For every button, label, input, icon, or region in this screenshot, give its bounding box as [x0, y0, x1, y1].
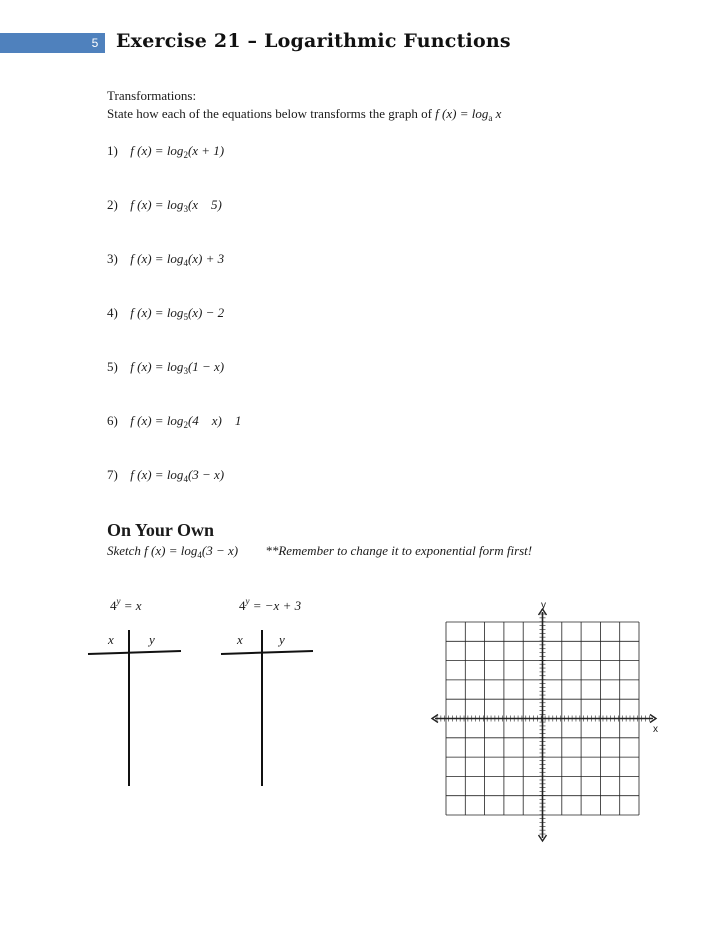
problem-base: 4 [183, 474, 188, 484]
base-function-sub: a [488, 113, 493, 123]
problem-number: 6) [107, 413, 118, 428]
problem-lhs: f (x) = log [130, 143, 184, 158]
intro-instruction: State how each of the equations below transforms the graph of [107, 106, 432, 121]
eq-base: 4 [110, 598, 117, 613]
problem-rhs: (4 x) 1 [187, 413, 242, 428]
page-number: 5 [91, 36, 99, 50]
problem-base: 5 [183, 312, 188, 322]
sketch-rhs: (3 − x) [201, 543, 239, 558]
problem-lhs: f (x) = log [130, 359, 184, 374]
problem-lhs: f (x) = log [130, 197, 184, 212]
section-title-on-your-own: On Your Own [107, 520, 215, 540]
eq-base: 4 [239, 598, 246, 613]
problem-rhs: (3 − x) [187, 467, 225, 482]
sketch-prefix: Sketch f (x) = log [107, 543, 198, 558]
problem-rhs: (x 5) [187, 197, 222, 212]
problem-number: 5) [107, 359, 118, 374]
problem-lhs: f (x) = log [130, 305, 184, 320]
y-axis-label: y [541, 600, 546, 611]
base-function-rhs: x [492, 106, 502, 121]
intro-heading: Transformations: [107, 88, 197, 103]
base-function-lhs: f (x) = log [435, 106, 489, 121]
eq-rhs: = x [120, 598, 142, 613]
problem-number: 7) [107, 467, 118, 482]
problem-number: 3) [107, 251, 118, 266]
sketch-base: 4 [197, 550, 202, 560]
problem-lhs: f (x) = log [130, 467, 184, 482]
problem-rhs: (x + 1) [187, 143, 225, 158]
sketch-note: **Remember to change it to exponential form first! [265, 543, 533, 558]
problem-lhs: f (x) = log [130, 251, 184, 266]
problem-number: 4) [107, 305, 118, 320]
table-1-col-y: y [149, 632, 155, 647]
problem-base: 2 [183, 150, 188, 160]
eq-exponent: y [116, 596, 121, 606]
table-2-col-y: y [279, 632, 285, 647]
problem-rhs: (x) − 2 [187, 305, 225, 320]
problem-number: 1) [107, 143, 118, 158]
problem-base: 3 [183, 204, 188, 214]
eq-rhs: = −x + 3 [249, 598, 302, 613]
problem-rhs: (1 − x) [187, 359, 225, 374]
problem-base: 2 [183, 420, 188, 430]
problem-base: 3 [183, 366, 188, 376]
table-2-col-x: x [237, 632, 243, 647]
problem-rhs: (x) + 3 [187, 251, 225, 266]
x-axis-label: x [653, 724, 658, 735]
table-1-col-x: x [108, 632, 114, 647]
problem-lhs: f (x) = log [130, 413, 184, 428]
page-title: Exercise 21 – Logarithmic Functions [116, 30, 511, 52]
eq-exponent: y [245, 596, 250, 606]
problem-number: 2) [107, 197, 118, 212]
problem-base: 4 [183, 258, 188, 268]
